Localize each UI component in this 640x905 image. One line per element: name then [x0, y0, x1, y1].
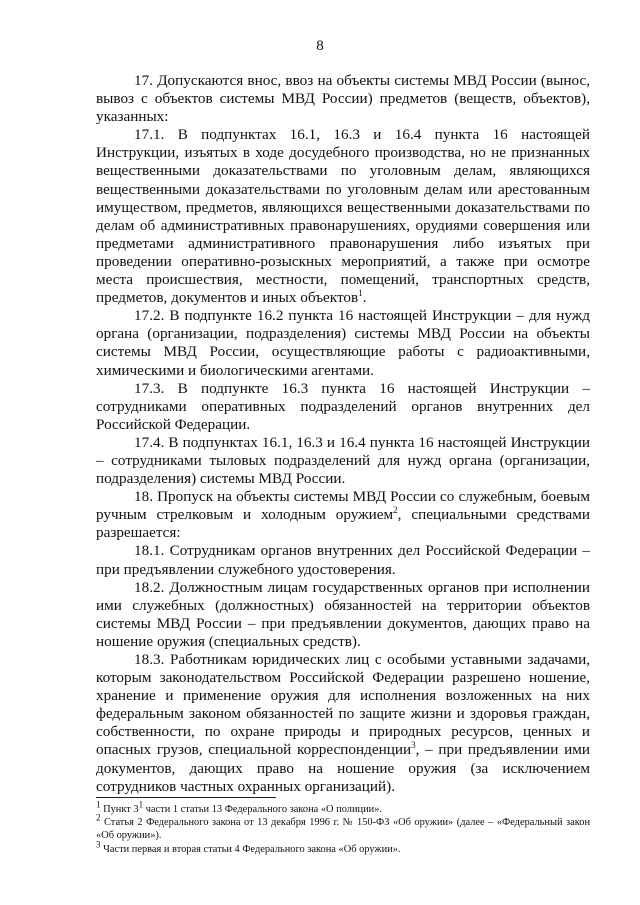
page-number: 8	[316, 38, 324, 54]
footnote-ref-1: 1	[358, 288, 363, 299]
footnote-3: $^3$ Части первая и вторая статьи 4 Федерального закона «Об оружии».	[96, 839, 401, 855]
footnote-2: $^2$ Статья 2 Федерального закона от 13 декабря 1996 г. № 150-ФЗ «Об оружии» (далее – «Федеральный закон «Об оружии»).	[96, 812, 590, 842]
body-text	[96, 72, 590, 796]
paragraph-17-4: 17.4. В подпунктах 16.1, 16.3 и 16.4 пункта 16 настоящей Инструкции – сотрудниками тыловых подразделений для нужд органа (организации, подразделения) системы МВД России.	[96, 433, 590, 488]
footnote-divider	[96, 797, 276, 798]
paragraph-17: 17. Допускаются внос, ввоз на объекты системы МВД России (вынос, вывоз с объектов системы МВД России) предметов (веществ, объектов), указанных:	[96, 72, 590, 126]
paragraph-17-1: 17.1. В подпунктах 16.1, 16.3 и 16.4 пункта 16 настоящей Инструкции, изъятых в ходе досудебного производства, но не признанных вещественными доказательствами по уголовным делам, являющихся вещественными доказательствами по уголовным делам или арестованным имуществом, предметов, являющихся вещественными доказательствами по делам об административных правонарушениях, орудиями совершения или предметами административного правонарушения либо изъятых при проведении оперативно-розыскных мероприятий, а также при осмотре места происшествия, местности, помещений, транспортных средств, предметов, документов и иных объектов$^1$.	[96, 126, 590, 307]
footnote-1: $^1$ Пункт $3^1$ части 1 статьи 13 Федерального закона «О полиции».	[96, 799, 382, 815]
footnote-ref-2: 2	[393, 505, 398, 516]
footnotes	[96, 799, 590, 856]
paragraph-18-1: 18.1. Сотрудникам органов внутренних дел Российской Федерации – при предъявлении служебного удостоверения.	[96, 542, 590, 578]
paragraph-17-3: 17.3. В подпункте 16.3 пункта 16 настоящей Инструкции – сотрудниками оперативных подразделений органов внутренних дел Российской Федерации.	[96, 379, 590, 433]
paragraph-17-2: 17.2. В подпункте 16.2 пункта 16 настоящей Инструкции – для нужд органа (организации, подразделения) системы МВД России на объекты системы МВД России, осуществляющие работы с радиоактивными, химическими и биологическими агентами.	[96, 307, 590, 379]
footnote-ref-3: 3	[411, 740, 416, 751]
paragraph-18-3: 18.3. Работникам юридических лиц с особыми уставными задачами, которым законодательством Российской Федерации разрешено ношение, хранение и применение оружия для исполнения возложенных на них федеральным законом обязанностей по защите жизни и здоровья граждан, собственности, по охране природы и природных ресурсов, ценных и опасных грузов, специальной корреспонденции$^3$, – при предъявлении ими документов, дающих право на ношение оружия (за исключением сотрудников частных охранных организаций).	[96, 651, 590, 795]
paragraph-18: 18. Пропуск на объекты системы МВД России со служебным, боевым ручным стрелковым и холодным оружием$^2$, специальными средствами разрешается:	[96, 488, 590, 542]
paragraph-18-2: 18.2. Должностным лицам государственных органов при исполнении ими служебных (должностных) обязанностей на территории объектов системы МВД России – при предъявлении документов, дающих право на ношение оружия (специальных средств).	[96, 578, 590, 650]
